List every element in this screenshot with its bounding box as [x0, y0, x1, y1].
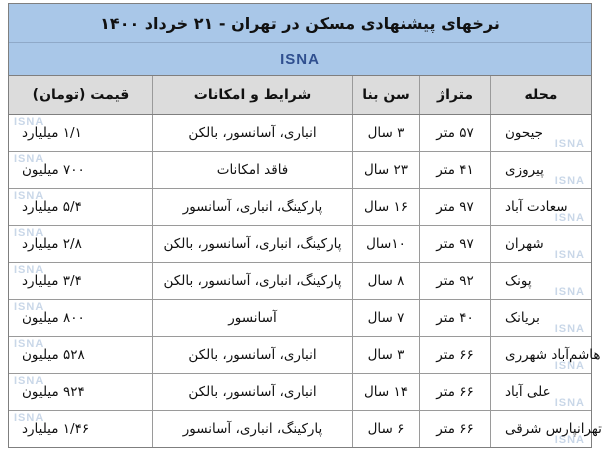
district-cell-text: پونک [505, 273, 532, 289]
area-cell-text: ۶۶ متر [436, 347, 474, 363]
price-cell [10, 152, 152, 188]
table-row [9, 300, 591, 337]
features-cell [152, 189, 352, 225]
area-cell [419, 337, 490, 373]
header-features: شرایط و امکانات [152, 76, 352, 114]
age-cell-text: ۲۳ سال [363, 162, 409, 178]
features-cell-text: پارکینگ، انباری، آسانسور، بالکن [163, 236, 342, 252]
features-cell-text: انباری، آسانسور، بالکن [188, 347, 317, 363]
age-cell-text: ۸ سال [367, 273, 405, 289]
watermark: ISNA [554, 138, 585, 150]
area-cell [419, 374, 490, 410]
table-row [9, 263, 591, 300]
watermark: ISNA [554, 212, 585, 224]
age-cell [352, 300, 419, 336]
features-cell [152, 152, 352, 188]
area-cell-text: ۹۷ متر [436, 236, 474, 252]
watermark: ISNA [554, 434, 585, 446]
age-cell-text: ۱۴ سال [363, 384, 409, 400]
age-cell-text: ۳ سال [367, 347, 405, 363]
features-cell [152, 337, 352, 373]
area-cell [419, 263, 490, 299]
district-cell [490, 189, 591, 225]
price-cell-text: ۹۲۴ میلیون [22, 384, 85, 400]
header-price: قیمت (تومان) [32, 87, 130, 103]
price-cell [10, 189, 152, 225]
table-body [9, 115, 602, 447]
features-cell-text: انباری، آسانسور، بالکن [188, 125, 317, 141]
area-cell [419, 189, 490, 225]
area-cell-text: ۴۰ متر [436, 310, 474, 326]
watermark: ISNA [14, 412, 45, 424]
features-cell-text: فاقد امکانات [216, 162, 289, 178]
district-cell [490, 374, 591, 410]
area-cell-text: ۶۶ متر [436, 421, 474, 437]
features-cell [152, 374, 352, 410]
age-cell [352, 189, 419, 225]
watermark: ISNA [14, 190, 45, 202]
district-cell [490, 263, 591, 299]
age-cell [352, 374, 419, 410]
watermark: ISNA [554, 397, 585, 409]
table-row [9, 411, 602, 447]
price-cell-text: ۷۰۰ میلیون [22, 162, 85, 178]
features-cell-text: پارکینگ، انباری، آسانسور [182, 421, 323, 437]
price-cell-text: ۸۰۰ میلیون [22, 310, 85, 326]
table-row [9, 226, 591, 263]
watermark: ISNA [14, 338, 45, 350]
area-cell [419, 300, 490, 336]
district-cell-text: علی آباد [505, 384, 551, 400]
area-cell-text: ۶۶ متر [436, 384, 474, 400]
price-cell [10, 226, 152, 262]
watermark: ISNA [554, 323, 585, 335]
age-cell [352, 115, 419, 151]
district-cell-text: شهران [505, 236, 544, 252]
features-cell [152, 115, 352, 151]
watermark: ISNA [14, 264, 45, 276]
price-cell-text: ۵۲۸ میلیون [22, 347, 85, 363]
price-cell [10, 115, 152, 151]
age-cell [352, 263, 419, 299]
header-row [9, 76, 591, 115]
price-cell [10, 263, 152, 299]
features-cell [152, 411, 352, 447]
price-cell-text: ۱/۱ میلیارد [22, 125, 82, 141]
header-age: سن بنا [352, 76, 419, 114]
watermark: ISNA [554, 360, 585, 372]
age-cell-text: ۳ سال [367, 125, 405, 141]
district-cell [490, 226, 591, 262]
age-cell-text: ۱۶ سال [363, 199, 409, 215]
features-cell-text: آسانسور [228, 310, 277, 326]
district-cell-text: تهرانپارس شرقی [505, 421, 602, 437]
district-cell-text: جیحون [505, 125, 544, 141]
price-cell [10, 300, 152, 336]
watermark: ISNA [14, 375, 45, 387]
features-cell-text: پارکینگ، انباری، آسانسور، بالکن [163, 273, 342, 289]
price-cell-text: ۱/۴۶ میلیارد [22, 421, 90, 437]
watermark: ISNA [14, 227, 45, 239]
features-cell-text: انباری، آسانسور، بالکن [188, 384, 317, 400]
source-label: ISNA [9, 43, 591, 76]
table-row [9, 337, 601, 374]
price-cell [10, 337, 152, 373]
features-cell-text: پارکینگ، انباری، آسانسور [182, 199, 323, 215]
watermark: ISNA [14, 153, 45, 165]
housing-price-table [8, 3, 602, 448]
table-row [9, 152, 591, 189]
age-cell [352, 411, 419, 447]
price-cell [10, 411, 152, 447]
price-cell-text: ۲/۸ میلیارد [22, 236, 82, 252]
age-cell [352, 337, 419, 373]
features-cell [152, 300, 352, 336]
area-cell [419, 115, 490, 151]
table-row [9, 115, 591, 152]
table-row [9, 189, 591, 226]
header-area: متراژ [419, 76, 490, 114]
area-cell-text: ۹۲ متر [436, 273, 474, 289]
watermark: ISNA [554, 175, 585, 187]
district-cell [490, 411, 602, 447]
age-cell-text: ۷ سال [367, 310, 405, 326]
district-cell [490, 337, 601, 373]
area-cell [419, 226, 490, 262]
area-cell-text: ۴۱ متر [436, 162, 474, 178]
area-cell-text: ۹۷ متر [436, 199, 474, 215]
area-cell-text: ۵۷ متر [436, 125, 474, 141]
district-cell-text: هاشم‌آباد شهرری [505, 347, 601, 363]
price-cell [10, 374, 152, 410]
features-cell [152, 226, 352, 262]
features-cell [152, 263, 352, 299]
age-cell-text: ۱۰سال [366, 236, 406, 252]
age-cell [352, 152, 419, 188]
age-cell-text: ۶ سال [367, 421, 405, 437]
watermark: ISNA [554, 249, 585, 261]
district-cell [490, 115, 591, 151]
district-cell [490, 300, 591, 336]
area-cell [419, 411, 490, 447]
price-cell-text: ۵/۴ میلیارد [22, 199, 82, 215]
watermark: ISNA [554, 286, 585, 298]
table-row [9, 374, 591, 411]
watermark: ISNA [14, 301, 45, 313]
watermark: ISNA [14, 116, 45, 128]
table-title: نرخهای پیشنهادی مسکن در تهران - ۲۱ خرداد ۱۴۰۰ [9, 4, 591, 43]
district-cell-text: پیروزی [505, 162, 544, 178]
district-cell-text: سعادت آباد [505, 199, 568, 215]
price-cell-text: ۳/۴ میلیارد [22, 273, 82, 289]
district-cell-text: بریانک [505, 310, 540, 326]
district-cell [490, 152, 591, 188]
age-cell [352, 226, 419, 262]
header-district: محله [490, 76, 591, 114]
area-cell [419, 152, 490, 188]
